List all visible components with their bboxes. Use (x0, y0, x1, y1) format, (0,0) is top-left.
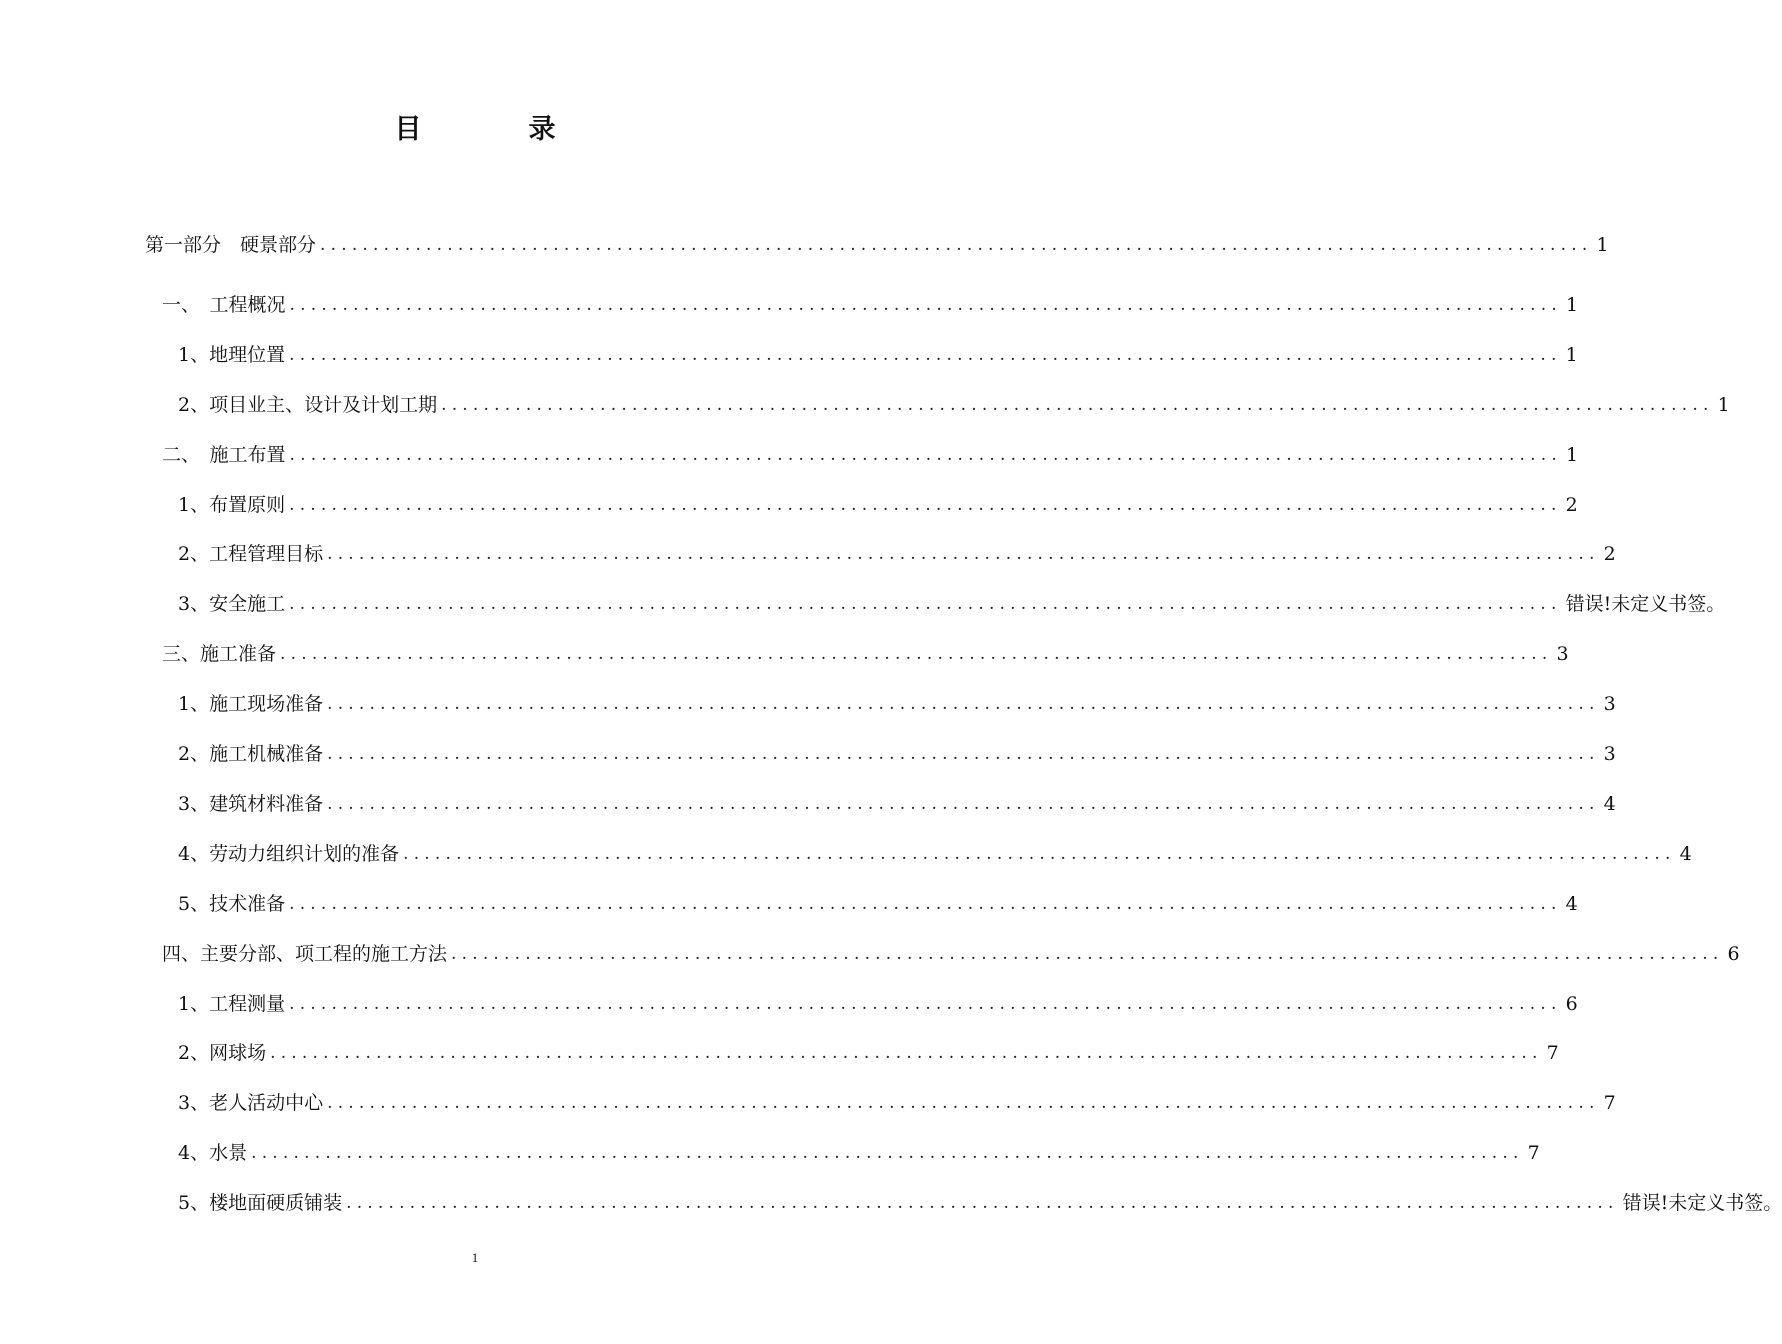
toc-entry[interactable] (178, 1078, 1616, 1128)
toc-dot-leader: ........................................................................................................................ (327, 744, 1600, 764)
toc-entry[interactable] (178, 1178, 1782, 1228)
toc-entry-label: 2、网球场 (178, 1042, 267, 1065)
toc-entry-label: 5、楼地面硬质铺装 (178, 1192, 343, 1215)
toc-entry[interactable] (178, 829, 1692, 879)
toc-entry[interactable] (178, 529, 1616, 579)
toc-entry-label: 2、施工机械准备 (178, 743, 324, 765)
toc-entry[interactable] (162, 280, 1579, 330)
toc-entry-page: 错误!未定义书签。 (1565, 593, 1726, 616)
toc-entry-page: 1 (1565, 293, 1579, 316)
toc-dot-leader: ........................................................................................................................ (327, 793, 1600, 814)
toc-dot-leader: ........................................................................................................................ (251, 1143, 1524, 1164)
toc-entry-label: 第一部分 硬景部分 (145, 234, 317, 256)
toc-entry[interactable] (178, 679, 1616, 729)
toc-entry-label: 二、 施工布置 (162, 443, 286, 466)
page-number: 1 (471, 1250, 479, 1265)
toc-entry-label: 1、工程测量 (178, 992, 286, 1015)
toc-entry[interactable] (162, 430, 1579, 480)
toc-entry-page: 7 (1603, 1092, 1616, 1115)
toc-dot-leader: ........................................................................................................................ (327, 544, 1600, 565)
toc-entry-page: 1 (1565, 343, 1578, 366)
toc-entry-page: 2 (1603, 543, 1616, 566)
toc-entry[interactable] (178, 480, 1578, 530)
toc-entry[interactable] (178, 1028, 1559, 1078)
toc-entry[interactable] (145, 220, 1609, 270)
toc-entry-label: 1、地理位置 (178, 343, 286, 366)
toc-dot-leader: ........................................................................................................................ (289, 494, 1562, 515)
toc-entry[interactable] (178, 879, 1578, 929)
toc-dot-leader: ........................................................................................................................ (327, 1093, 1600, 1114)
toc-entry-label: 三、施工准备 (162, 643, 277, 666)
toc-dot-leader: ........................................................................................................................ (270, 1043, 1543, 1064)
toc-entry-page: 6 (1727, 942, 1740, 965)
toc-entry-label: 1、施工现场准备 (178, 693, 324, 716)
toc-entry-label: 5、技术准备 (178, 892, 286, 915)
toc-entry-page: 3 (1603, 693, 1616, 716)
toc-dot-leader: ........................................................................................................................ (289, 594, 1562, 615)
toc-dot-leader: ........................................................................................................................ (280, 644, 1553, 665)
toc-entry-label: 一、 工程概况 (162, 293, 286, 316)
toc-entry-page: 1 (1565, 443, 1579, 466)
toc-dot-leader: ........................................................................................................................ (451, 943, 1724, 964)
toc-entry-page: 2 (1565, 493, 1578, 516)
toc-entry-page: 4 (1603, 792, 1616, 815)
toc-entry[interactable] (178, 330, 1578, 380)
toc-entry-page: 7 (1546, 1042, 1559, 1065)
toc-dot-leader: ........................................................................................................................ (441, 394, 1714, 415)
toc-entry-page: 4 (1679, 842, 1692, 865)
toc-entry-label: 4、水景 (178, 1142, 248, 1165)
toc-entry-page: 1 (1717, 393, 1730, 416)
toc-dot-leader: ........................................................................................................................ (327, 694, 1600, 715)
toc-entry[interactable] (178, 380, 1730, 430)
toc-dot-leader: ........................................................................................................................ (289, 294, 1562, 315)
toc-dot-leader: ........................................................................................................................ (289, 893, 1562, 914)
toc-dot-leader: ........................................................................................................................ (289, 444, 1562, 465)
toc-entry[interactable] (178, 579, 1726, 629)
toc-entry-page: 7 (1527, 1142, 1540, 1165)
toc-entry[interactable] (178, 729, 1616, 779)
toc-entry-page: 3 (1603, 743, 1616, 765)
toc-entry[interactable] (178, 979, 1578, 1029)
toc-dot-leader: ........................................................................................................................ (403, 843, 1676, 864)
toc-entry-page: 错误!未定义书签。 (1622, 1192, 1782, 1215)
toc-entry[interactable] (162, 929, 1740, 979)
toc-entry-page: 6 (1565, 992, 1578, 1015)
toc-entry-page: 3 (1556, 643, 1569, 666)
toc-entry-page: 4 (1565, 892, 1578, 915)
toc-dot-leader: ........................................................................................................................ (289, 344, 1562, 365)
toc-entry-label: 3、老人活动中心 (178, 1092, 324, 1115)
toc-entry-page: 1 (1596, 234, 1609, 256)
toc-entry-label: 2、工程管理目标 (178, 543, 324, 566)
toc-entry-label: 四、主要分部、项工程的施工方法 (162, 942, 448, 965)
toc-entry-label: 1、布置原则 (178, 493, 286, 516)
toc-entry-label: 4、劳动力组织计划的准备 (178, 842, 400, 865)
toc-dot-leader: ........................................................................................................................ (289, 993, 1562, 1014)
toc-entry-label: 3、建筑材料准备 (178, 792, 324, 815)
toc-entry-label: 3、安全施工 (178, 593, 286, 616)
toc-entry-label: 2、项目业主、设计及计划工期 (178, 393, 438, 416)
toc-entry[interactable] (162, 629, 1569, 679)
toc-entry[interactable] (178, 779, 1616, 829)
page-title: 目 录 (394, 114, 596, 145)
toc-entry[interactable] (178, 1128, 1540, 1178)
toc-dot-leader: ........................................................................................................................ (346, 1193, 1619, 1214)
toc-dot-leader: ........................................................................................................................ (320, 235, 1593, 255)
